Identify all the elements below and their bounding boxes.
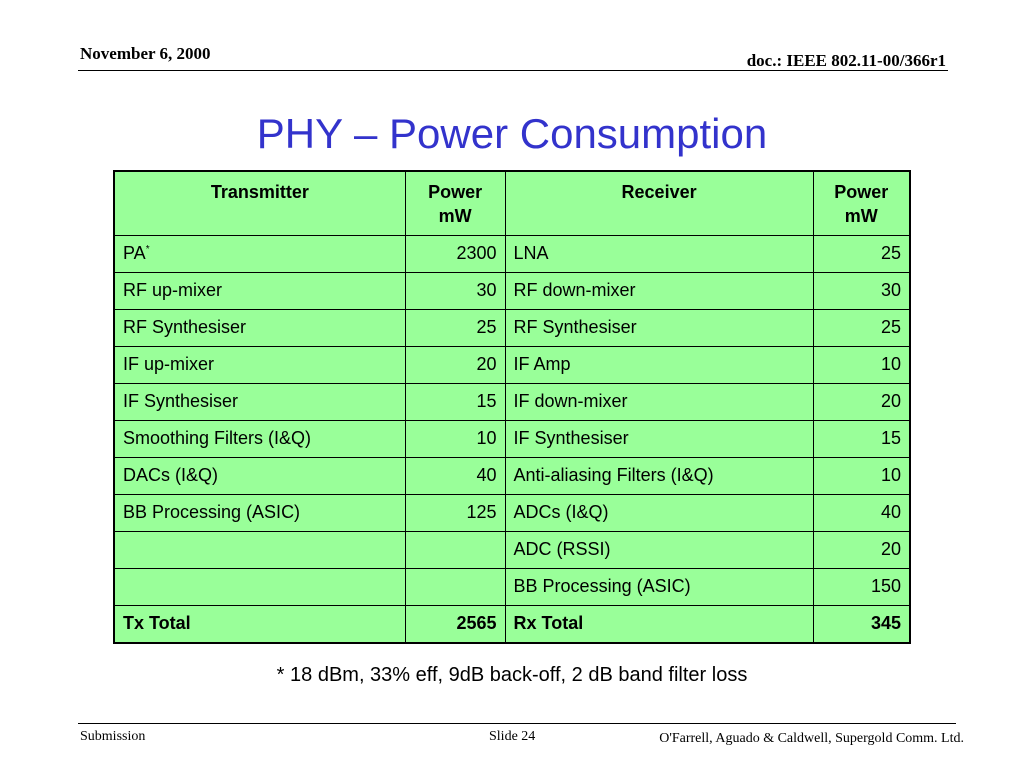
table-row: [114, 383, 910, 420]
tx-power-cell: 10: [405, 420, 505, 457]
table-row: [114, 494, 910, 531]
rx-component-cell: IF Synthesiser: [505, 420, 813, 457]
tx-component-cell: [114, 235, 405, 272]
table-row: [114, 457, 910, 494]
rx-component-cell: RF Synthesiser: [505, 309, 813, 346]
tx-power-cell: 15: [405, 383, 505, 420]
table-row: [114, 531, 910, 568]
rx-power-cell: 40: [813, 494, 910, 531]
tx-power-cell: 40: [405, 457, 505, 494]
rx-power-cell: 25: [813, 309, 910, 346]
slide-title: PHY – Power Consumption: [256, 110, 768, 157]
table-row: [114, 235, 910, 272]
footer-submission: Submission: [80, 729, 146, 744]
tx-power-cell: 20: [405, 346, 505, 383]
tx-component-label: IF Synthesiser: [123, 391, 239, 411]
header-transmitter: Transmitter: [114, 171, 405, 235]
header-date: November 6, 2000: [80, 44, 211, 63]
footer-slide-number: Slide 24: [489, 729, 536, 744]
header-rx-power: Power mW: [813, 171, 910, 235]
table-header-row: [114, 171, 910, 235]
footer-authors: O'Farrell, Aguado & Caldwell, Supergold Comm. Ltd.: [659, 731, 964, 746]
table-row: [114, 346, 910, 383]
tx-component-cell: [114, 420, 405, 457]
tx-component-cell: [114, 531, 405, 568]
header-tx-power: Power mW: [405, 171, 505, 235]
rx-power-cell: 15: [813, 420, 910, 457]
tx-power-cell: 2300: [405, 235, 505, 272]
rx-component-cell: ADC (RSSI): [505, 531, 813, 568]
tx-component-label: DACs (I&Q): [123, 465, 219, 485]
tx-component-cell: [114, 272, 405, 309]
rx-power-cell: 30: [813, 272, 910, 309]
tx-power-cell: [405, 531, 505, 568]
tx-component-label: RF Synthesiser: [123, 317, 247, 337]
tx-power-cell: [405, 568, 505, 605]
table-row: [114, 309, 910, 346]
tx-component-cell: [114, 568, 405, 605]
rx-component-cell: ADCs (I&Q): [505, 494, 813, 531]
rx-power-cell: 20: [813, 383, 910, 420]
header-doc-number: doc.: IEEE 802.11-00/366r1: [746, 51, 946, 70]
rx-component-cell: BB Processing (ASIC): [505, 568, 813, 605]
tx-component-cell: [114, 346, 405, 383]
tx-power-cell: 30: [405, 272, 505, 309]
tx-component-label: RF up-mixer: [123, 280, 223, 300]
rx-power-cell: 150: [813, 568, 910, 605]
tx-component-label: BB Processing (ASIC): [123, 502, 301, 522]
rx-component-cell: IF down-mixer: [505, 383, 813, 420]
tx-component-cell: [114, 457, 405, 494]
rx-power-cell: 10: [813, 457, 910, 494]
tx-total-value: 2565: [405, 605, 505, 643]
tx-component-label: PA: [123, 243, 146, 263]
rx-component-cell: RF down-mixer: [505, 272, 813, 309]
rx-total-value: 345: [813, 605, 910, 643]
rx-power-cell: 20: [813, 531, 910, 568]
tx-power-cell: 125: [405, 494, 505, 531]
footnote-marker: *: [145, 244, 150, 255]
header-divider: [78, 70, 948, 71]
rx-component-cell: LNA: [505, 235, 813, 272]
rx-component-cell: Anti-aliasing Filters (I&Q): [505, 457, 813, 494]
tx-component-label: IF up-mixer: [123, 354, 215, 374]
tx-component-cell: [114, 383, 405, 420]
rx-total-label: Rx Total: [505, 605, 813, 643]
footer-divider: [78, 723, 956, 724]
rx-component-cell: IF Amp: [505, 346, 813, 383]
table-row: [114, 272, 910, 309]
rx-power-cell: 25: [813, 235, 910, 272]
table-row: [114, 420, 910, 457]
tx-component-cell: [114, 309, 405, 346]
tx-total-label: Tx Total: [114, 605, 405, 643]
header-receiver: Receiver: [505, 171, 813, 235]
tx-component-cell: [114, 494, 405, 531]
footnote: * 18 dBm, 33% eff, 9dB back-off, 2 dB band filter loss: [276, 664, 748, 686]
rx-power-cell: 10: [813, 346, 910, 383]
tx-component-label: Smoothing Filters (I&Q): [123, 428, 312, 448]
table-total-row: [114, 605, 910, 643]
table-row: [114, 568, 910, 605]
power-consumption-table: [113, 170, 911, 644]
tx-power-cell: 25: [405, 309, 505, 346]
